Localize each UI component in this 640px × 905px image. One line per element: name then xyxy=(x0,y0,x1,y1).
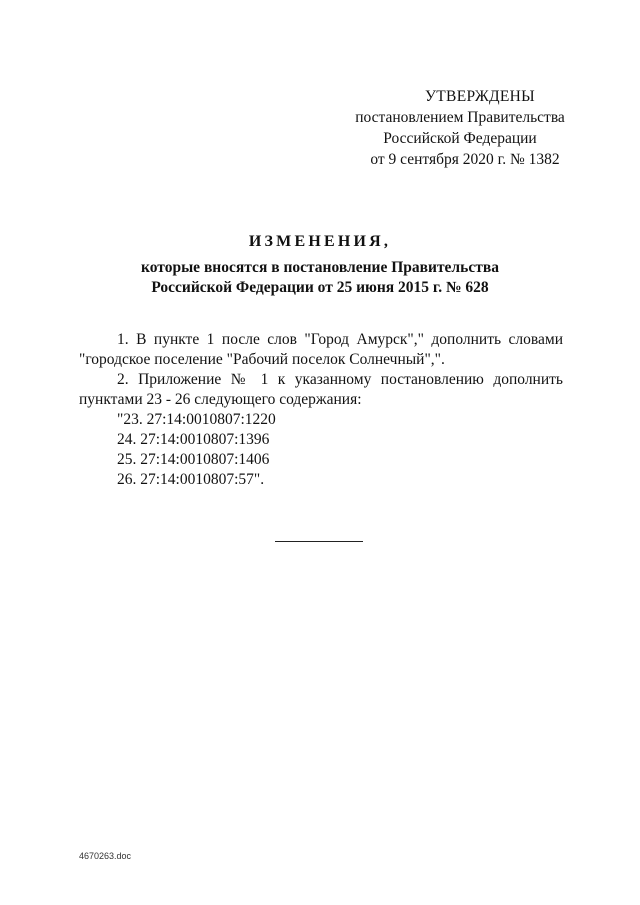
entry-line: 24. 27:14:0010807:1396 xyxy=(117,431,270,448)
item-1-line-1: 1. В пункте 1 после слов "Город Амурск"," дополнить словами xyxy=(117,331,563,348)
item-1-line-2: "городское поселение "Рабочий поселок Солнечный",". xyxy=(79,351,445,368)
paragraph-item-1 xyxy=(79,330,563,350)
document-body xyxy=(79,330,563,490)
footer-file-name: 4670263.doc xyxy=(79,851,132,861)
paragraph-item-2 xyxy=(79,370,563,390)
approval-line-1: постановлением Правительства xyxy=(355,109,565,126)
approval-stamp xyxy=(340,86,580,170)
entry-line: 26. 27:14:0010807:57". xyxy=(117,471,265,488)
entry-line: 25. 27:14:0010807:1406 xyxy=(117,451,270,468)
heading-title: ИЗМЕНЕНИЯ, xyxy=(248,233,392,250)
approval-date: от 9 сентября 2020 г. № 1382 xyxy=(370,151,560,168)
item-2-line-1: 2. Приложение № 1 к указанному постановлению дополнить xyxy=(117,371,563,388)
heading-subtitle-line-1: которые вносятся в постановление Правительства xyxy=(141,259,499,276)
document-heading xyxy=(60,233,580,298)
approval-line-2: Российской Федерации xyxy=(383,130,537,147)
separator-line xyxy=(275,541,363,542)
approval-title: УТВЕРЖДЕНЫ xyxy=(425,88,535,105)
item-2-line-2: пунктами 23 - 26 следующего содержания: xyxy=(79,391,362,408)
entry-line: "23. 27:14:0010807:1220 xyxy=(117,411,276,428)
heading-subtitle-line-2: Российской Федерации от 25 июня 2015 г. № 628 xyxy=(151,279,489,296)
